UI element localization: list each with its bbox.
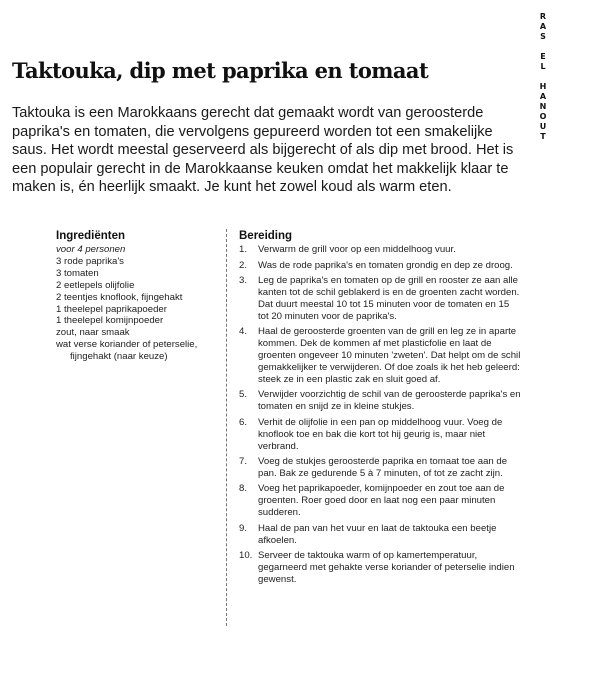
step-number: 3. — [239, 275, 248, 286]
step-number: 8. — [239, 483, 248, 495]
brand-letter — [536, 72, 550, 82]
step-text: Voeg de stukjes geroosterde paprika en tomaat toe aan de pan. Bak ze gedurende 5 à 7 minuten, of tot ze zacht zijn. — [258, 456, 508, 479]
ingredient-item: 2 eetlepels olijfolie — [56, 279, 135, 291]
step-item — [239, 244, 521, 256]
step-number: 10. — [239, 550, 253, 562]
step-number: 2. — [239, 259, 248, 271]
step-number: 4. — [239, 326, 248, 338]
ingredient-item: 1 theelepel komijnpoeder — [56, 315, 164, 327]
step-item — [239, 483, 521, 519]
brand-letter: U — [539, 122, 547, 131]
preparation-section — [239, 229, 521, 590]
brand-letter: A — [539, 22, 547, 31]
brand-letter: O — [539, 112, 547, 121]
step-number: 7. — [239, 456, 248, 468]
step-text: Leg de paprika's en tomaten op de grill en rooster ze aan alle kanten tot de schil geblakerd is en de groenten zacht worden. Dat duurt meestal 10 tot 15 minuten voor de tomaten en 15 tot 20 minuten voor de paprika's. — [258, 275, 520, 322]
brand-letter: A — [539, 92, 547, 101]
recipe-intro: Taktouka is een Marokkaans gerecht dat gemaakt wordt van geroosterde paprika's en tomaten, die vervolgens gepureerd worden tot een smakelijke saus. Het wordt meestal geserveerd als bijgerecht of als dip met brood. Het is een populair gerecht in de Marokkaanse keuken omdat het makkelijk klaar te maken is, én heerlijk smaakt. Je kunt het zowel koud als warm eten. — [12, 105, 514, 196]
ingredient-item: 3 tomaten — [56, 267, 99, 279]
ingredient-item: 3 rode paprika's — [56, 255, 124, 267]
step-text: Verhit de olijfolie in een pan op middelhoog vuur. Voeg de knoflook toe en bak die kort tot hij geurig is, maar niet verbrand. — [258, 416, 503, 452]
brand-letter: E — [540, 52, 546, 61]
step-item — [239, 275, 521, 323]
brand-letter: S — [540, 32, 546, 41]
ingredient-item: 2 teentjes knoflook, fijngehakt — [56, 291, 183, 303]
step-item — [239, 326, 521, 386]
ingredient-item-continued: fijngehakt (naar keuze) — [70, 351, 168, 363]
recipe-title: Taktouka, dip met paprika en tomaat — [12, 58, 429, 83]
brand-letter: N — [539, 102, 547, 111]
step-text: Serveer de taktouka warm of op kamertemperatuur, gegarneerd met gehakte verse koriander of peterselie indien gewenst. — [258, 550, 515, 585]
servings-note: voor 4 personen — [56, 244, 126, 255]
step-item — [239, 417, 521, 453]
step-item — [239, 260, 521, 272]
preparation-heading: Bereiding — [239, 230, 293, 242]
ingredient-item: wat verse koriander of peterselie, — [56, 339, 198, 351]
column-divider — [226, 229, 227, 626]
step-text: Verwijder voorzichtig de schil van de geroosterde paprika's en tomaten en snijd ze in kleine stukjes. — [258, 389, 521, 413]
step-text: Haal de geroosterde groenten van de grill en leg ze in aparte kommen. Dek de kommen af met plasticfolie en laat de groenten ongeveer 10 minuten 'zweten'. Dat helpt om de schil gemakkelijker te verwijderen. Of doe zoals ik het heb geleerd: steek ze in een plastic zak en sluit goed af. — [258, 326, 521, 385]
step-number: 5. — [239, 389, 248, 401]
step-text: Haal de pan van het vuur en laat de taktouka een beetje afkoelen. — [258, 522, 497, 546]
step-text: Was de rode paprika's en tomaten grondig en dep ze droog. — [258, 259, 513, 271]
brand-letter: L — [540, 62, 546, 71]
brand-letter: H — [539, 82, 547, 91]
step-item — [239, 456, 521, 480]
step-text: Verwarm de grill voor op een middelhoog vuur. — [258, 244, 456, 255]
brand-letter: R — [539, 12, 547, 21]
ingredients-heading: Ingrediënten — [56, 230, 126, 242]
step-item — [239, 550, 521, 586]
brand-letter — [536, 42, 550, 52]
step-number: 6. — [239, 416, 248, 428]
ingredients-section — [56, 229, 221, 363]
side-brand-vertical — [536, 12, 550, 142]
step-item — [239, 523, 521, 547]
step-item — [239, 389, 521, 413]
ingredient-item: 1 theelepel paprikapoeder — [56, 303, 167, 315]
step-number: 1. — [239, 244, 248, 255]
ingredient-item: zout, naar smaak — [56, 327, 130, 339]
preparation-steps — [239, 244, 521, 586]
step-text: Voeg het paprikapoeder, komijnpoeder en zout toe aan de groenten. Roer goed door en laat nog een paar minuten sudderen. — [258, 483, 505, 519]
brand-letter: T — [540, 132, 546, 141]
step-number: 9. — [239, 522, 248, 534]
